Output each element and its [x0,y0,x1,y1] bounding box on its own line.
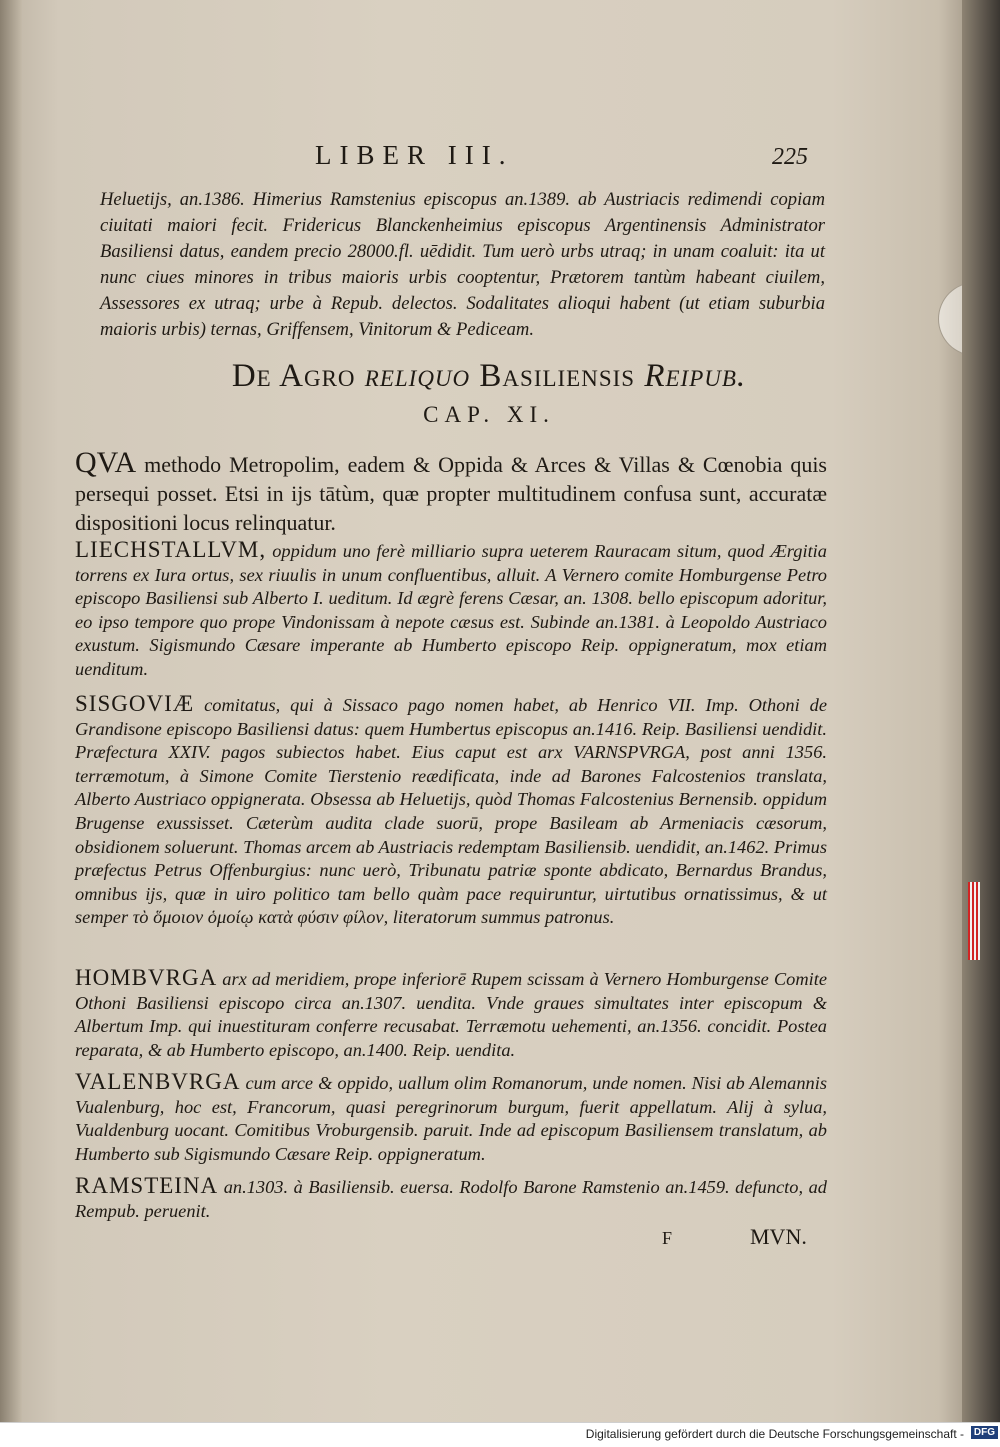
color-scale-ruler [968,882,980,960]
chapter-title-part4: Reipub. [644,358,747,394]
chapter-title-part1: De Agro [231,358,356,394]
entry-text: an.1303. à Basiliensib. euersa. Rodolfo Barone Ramstenio an.1459. defuncto, ad Rempub. peruenit. [75,1177,827,1221]
chapter-intro [75,448,827,537]
entry-head: RAMSTEINA [75,1173,219,1198]
digitization-footer [0,1422,1000,1447]
entry-ramsteina [75,1174,827,1223]
entry-head: SISGOVIÆ [75,691,195,716]
entry-head: VALENBVRGA [75,1069,241,1094]
chapter-title-part3: Basiliensis [479,358,636,394]
chapter-number: CAP. XI. [423,402,555,427]
page-gutter [0,0,22,1422]
entry-sisgoviae [75,692,827,930]
entry-text: oppidum uno ferè milliario supra ueterem Rauracam situm, quod Ærgitia torrens ex Iura ortus, sex riuulis in unum confluentibus, alluit. A Vernero comite Homburgense Petro episcopo Basiliensi sub Alberto I. ueditum. Id ægrè ferens Cæsar, an. 1308. bello episcopum adoritur, eo ipso tempore quo prope Vindonissam à nepote cæsus est. Subinde an.1381. à Leopoldo Austriaco exustum. Sigismundo Cæsare imperante ab Humberto episcopo Reip. oppigneratum, mox etiam uenditum. [75,541,827,679]
continuation-paragraph: Heluetijs, an.1386. Himerius Ramstenius episcopus an.1389. ab Austriacis redimendi copiam ciuitati maiori fecit. Fridericus Blanckenheimius episcopus Argentinensis Administrator Basiliensi datus, eandem precio 28000.fl. uēdidit. Tum uerò urbs utraq; in unam coaluit: ita ut nunc ciues minores in tribus maioris urbis cooptentur, Prætorem tantùm habeant ciuilem, Assessores ex utraq; urbe à Repub. delectos. Sodalitates alioqui habent (ut etiam suburbia maioris urbis) ternas, Griffensem, Vinitorum & Pediceam. [100,189,825,340]
funding-notice: Digitalisierung gefördert durch die Deutsche Forschungsgemeinschaft - [585,1427,964,1441]
signature-mark: F [662,1228,673,1248]
page-number: 225 [772,144,808,170]
entry-homburga [75,966,827,1062]
running-title: LIBER III. [315,140,514,170]
chapter-title-part2: reliquo [364,358,471,394]
entry-text: arx ad meridiem, prope inferiorē Rupem scissam à Vernero Homburgense Comite Othoni Basiliensi episcopo circa an.1307. uendita. Vnde graues simultates inter episcopum & Albertum Imp. qui inuestituram conferre recusabat. Terræmotu uehementi, an.1356. concidit. Postea reparata, & ab Humberto episcopo, an.1400. Reip. uendita. [75,969,827,1060]
catchword: MVN. [750,1224,807,1249]
entry-valenburga [75,1070,827,1166]
dfg-logo: DFG [971,1426,998,1439]
chapter-title [0,358,978,395]
entry-text: cum arce & oppido, uallum olim Romanorum, unde nomen. Nisi ab Alemannis Vualenburg, hoc est, Francorum, quasi peregrinorum burgum, fuerit appellatum. Alij à sylua, Vualdenburg uocant. Comitibus Vroburgensib. paruit. Inde ad episcopum Basiliensem translatum, ab Humberto sub Sigismundo Cæsare Reip. oppigneratum. [75,1073,827,1164]
entry-text: comitatus, qui à Sissaco pago nomen habet, ab Henrico VII. Imp. Othoni de Grandisone episcopo Basiliensi datus: quem Humbertus episcopus an.1416. Reip. Basiliensi uendidit. Præfectura XXIV. pagos subiectos habet. Eius caput est arx VARNSPVRGA, post anni 1356. terræmotum, à Simone Comite Tierstenio reædificata, inde ad Barones Falcostenios translata, Alberto Austriaco oppignerata. Obsessa ab Heluetijs, quòd Thomas Falcostenius Bernensib. oppidum Brugense exussisset. Cæterùm audita clade suorū, prope Basileam ab Armeniacis cæsorum, obsidionem soluerunt. Thomas arcem ab Austriacis redemptam Basiliensib. uendidit, an.1462. Primus præfectus Petrus Offenburgius: nunc uerò, Tribunatu patriæ sponte abdicato, Bernardus Brandus, omnibus ijs, quæ in uiro politico tam bello quàm pace requiruntur, uirtutibus ornatissimus, & ut semper τὸ ὅμοιον ὁμοίῳ κατὰ φύσιν φίλον, literatorum summus patronus. [75,695,827,928]
book-edge [962,0,1000,1422]
intro-text: methodo Metropolim, eadem & Oppida & Arces & Villas & Cœnobia quis persequi posset. Etsi in ijs tātùm, quæ propter multitudinem confusa sunt, accuratæ dispositioni locus relinquatur. [75,452,827,535]
entry-head: LIECHSTALLVM, [75,537,267,562]
entry-liechstallum [75,538,827,682]
intro-initial: QVA [75,446,137,479]
entry-head: HOMBVRGA [75,965,218,990]
